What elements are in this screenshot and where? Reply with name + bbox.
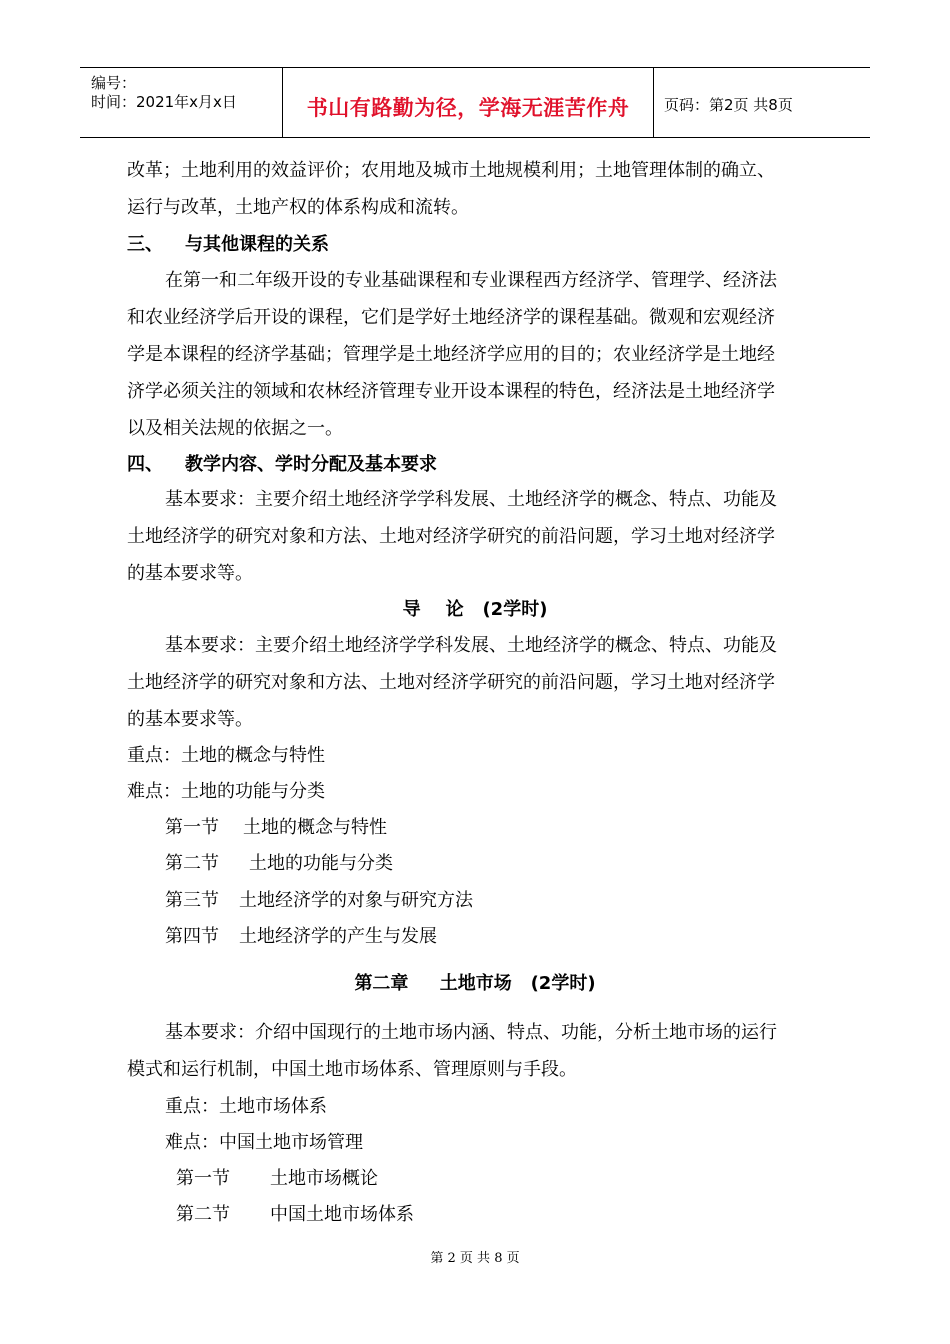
section-name: 土地经济学的产生与发展: [239, 926, 437, 947]
body-line: 土地经济学的研究对象和方法、土地对经济学研究的前沿问题，学习土地对经济学: [127, 672, 775, 693]
section-name: 土地的概念与特性: [243, 817, 387, 838]
section-number: 三、: [127, 234, 163, 255]
chapter-title: 导 论 (2学时): [402, 599, 548, 620]
section-name: 土地的功能与分类: [249, 853, 393, 874]
difficult-point: 难点：中国土地市场管理: [165, 1132, 363, 1153]
section-number: 第一节: [165, 817, 219, 838]
header-motto-cell: [283, 68, 654, 137]
section-item: [165, 853, 393, 875]
section-number: 第一节: [176, 1168, 230, 1189]
section-name: 土地市场概论: [270, 1168, 378, 1189]
body-line: 基本要求：主要介绍土地经济学学科发展、土地经济学的概念、特点、功能及: [165, 635, 777, 656]
chapter-title: 第二章 土地市场 (2学时): [354, 973, 596, 994]
motto-text: 书山有路勤为径，学海无涯苦作舟: [306, 96, 630, 120]
body-line: 在第一和二年级开设的专业基础课程和专业课程西方经济学、管理学、经济法: [165, 270, 777, 291]
body-line: 学是本课程的经济学基础；管理学是土地经济学应用的目的；农业经济学是土地经: [127, 344, 775, 365]
body-line: 和农业经济学后开设的课程，它们是学好土地经济学的课程基础。微观和宏观经济: [127, 307, 775, 328]
body-line: 运行与改革，土地产权的体系构成和流转。: [127, 197, 469, 218]
body-line: 的基本要求等。: [127, 563, 253, 584]
serial-number-label: 编号：: [91, 74, 137, 92]
section-number: 第四节: [165, 926, 219, 947]
section-item: [165, 890, 473, 912]
header-meta-cell: [80, 68, 283, 137]
key-point: 重点：土地市场体系: [165, 1096, 327, 1117]
page-code: 页码：第2页 共8页: [664, 96, 793, 114]
section-number: 第三节: [165, 890, 219, 911]
section-item: [176, 1204, 414, 1226]
body-line: 的基本要求等。: [127, 709, 253, 730]
body-line: 模式和运行机制，中国土地市场体系、管理原则与手段。: [127, 1059, 577, 1080]
key-point: 重点：土地的概念与特性: [127, 745, 325, 766]
section-title: 教学内容、学时分配及基本要求: [185, 454, 437, 475]
section-item: [165, 926, 437, 948]
difficult-point: 难点：土地的功能与分类: [127, 781, 325, 802]
section-title: 与其他课程的关系: [185, 234, 329, 255]
section-name: 土地经济学的对象与研究方法: [239, 890, 473, 911]
date-label: 时间：2021年x月x日: [91, 93, 237, 111]
body-line: 基本要求：介绍中国现行的土地市场内涵、特点、功能，分析土地市场的运行: [165, 1022, 777, 1043]
section-number: 第二节: [165, 853, 219, 874]
page-footer: 第 2 页 共 8 页: [430, 1251, 520, 1266]
section-item: [176, 1168, 378, 1190]
section-heading: [127, 234, 329, 256]
section-name: 中国土地市场体系: [270, 1204, 414, 1225]
body-line: 济学必须关注的领域和农林经济管理专业开设本课程的特色，经济法是土地经济学: [127, 381, 775, 402]
header-page-cell: [654, 68, 870, 137]
header-table: [80, 67, 870, 138]
body-line: 基本要求：主要介绍土地经济学学科发展、土地经济学的概念、特点、功能及: [165, 489, 777, 510]
section-heading: [127, 454, 437, 476]
section-number: 第二节: [176, 1204, 230, 1225]
section-item: [165, 817, 387, 839]
body-line: 以及相关法规的依据之一。: [127, 418, 343, 439]
body-line: 改革；土地利用的效益评价；农用地及城市土地规模利用；土地管理体制的确立、: [127, 160, 775, 181]
section-number: 四、: [127, 454, 163, 475]
body-line: 土地经济学的研究对象和方法、土地对经济学研究的前沿问题，学习土地对经济学: [127, 526, 775, 547]
